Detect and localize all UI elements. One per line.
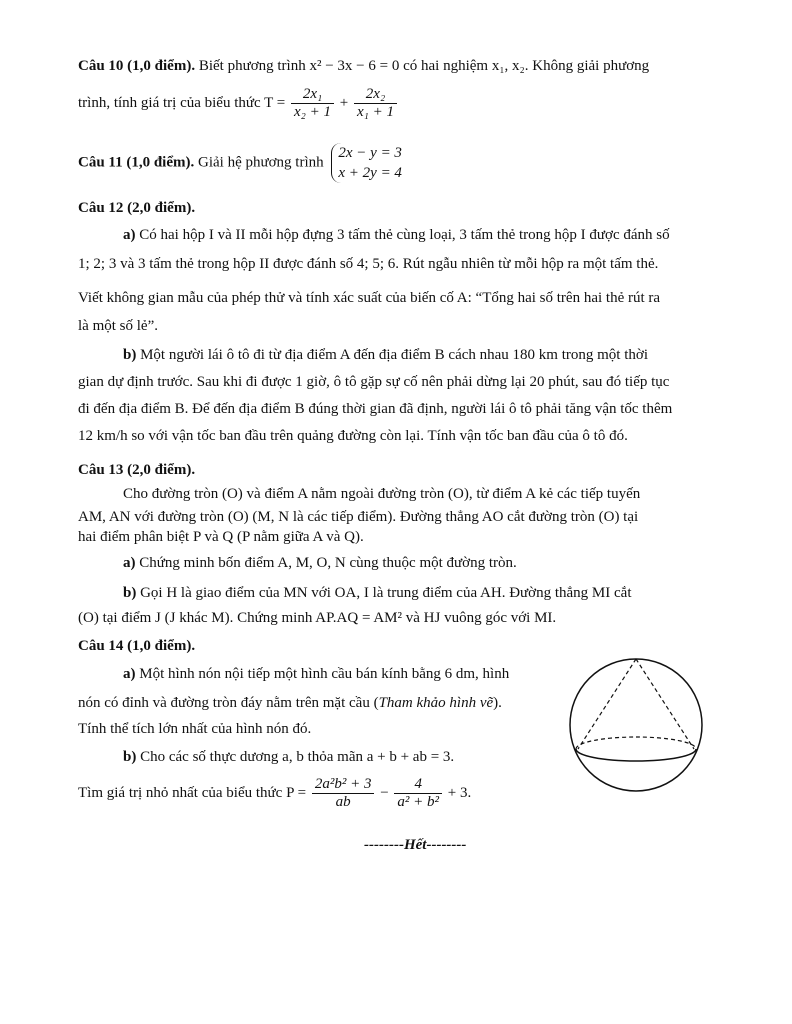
- q12-a-line1: [123, 226, 670, 244]
- q14-b-line2: [78, 776, 471, 811]
- q10-frac2-denominator: x₁ + 1: [356, 104, 394, 120]
- q14-fraction-2: [394, 776, 442, 811]
- q14-a-line2: [78, 694, 502, 712]
- q11-line: [78, 143, 402, 183]
- q14-frac2-numerator: 4: [394, 776, 442, 794]
- cone-base-back: [576, 737, 696, 749]
- q14-frac2-denominator: a² + b²: [397, 794, 440, 810]
- q12-a-label: a): [123, 227, 136, 243]
- q14-b-text2: Tìm giá trị nhỏ nhất của biểu thức P =: [78, 784, 307, 801]
- q14-a-text1: Một hình nón nội tiếp một hình cầu bán kính bằng 6 dm, hình: [139, 666, 510, 682]
- q14-fraction-1: [312, 776, 375, 811]
- cone-slant-right: [636, 659, 694, 749]
- q13-a-line: [123, 554, 517, 572]
- q12-a-line3: Viết không gian mẫu của phép thử và tính xác suất của biến cố A: “Tổng hai số trên hai thẻ rút ra: [78, 290, 661, 306]
- q11-text: Giải hệ phương trình: [198, 154, 324, 171]
- q12-a-text1: Có hai hộp I và II mỗi hộp đựng 3 tấm thẻ cùng loại, 3 tấm thẻ trong hộp I được đánh số: [139, 227, 670, 243]
- q10-plus: +: [339, 94, 349, 111]
- q12-a-line2: 1; 2; 3 và 3 tấm thẻ trong hộp II được đánh số 4; 5; 6. Rút ngẫu nhiên từ mỗi hộp ra một tấm thẻ.: [78, 256, 659, 272]
- q12-a-line4: là một số lẻ”.: [78, 318, 158, 334]
- q14-b-line1: [123, 748, 454, 766]
- q13-b-label: b): [123, 585, 137, 601]
- q11-equation-system: [331, 143, 402, 183]
- q13-b-text1: Gọi H là giao điểm của MN với OA, I là trung điểm của AH. Đường thẳng MI cắt: [140, 585, 632, 601]
- q14-a-label: a): [123, 666, 136, 682]
- q12-b-line1: [123, 346, 648, 364]
- q13-a-label: a): [123, 555, 136, 571]
- q13-title: Câu 13 (2,0 điểm).: [78, 462, 196, 478]
- q14-a-line3: Tính thể tích lớn nhất của hình nón đó.: [78, 721, 312, 737]
- sphere-outline: [570, 659, 702, 791]
- q13-line3: hai điểm phân biệt P và Q (P nằm giữa A và Q).: [78, 529, 364, 545]
- q10-text1: Biết phương trình x² − 3x − 6 = 0 có hai nghiệm x₁, x₂. Không giải phương: [198, 58, 650, 74]
- q14-frac1-denominator: ab: [335, 794, 351, 810]
- q12-b-line2: gian dự định trước. Sau khi đi được 1 giờ, ô tô gặp sự cố nên phải dừng lại 20 phút, sau đó tiếp tục: [78, 374, 670, 390]
- q12-b-text1: Một người lái ô tô đi từ địa điểm A đến địa điểm B cách nhau 180 km trong một thời: [140, 347, 648, 363]
- q11-title: Câu 11 (1,0 điểm).: [78, 154, 195, 171]
- q12-title: Câu 12 (2,0 điểm).: [78, 200, 196, 216]
- q14-a-text2-pre: nón có đỉnh và đường tròn đáy nằm trên mặt cầu (: [78, 695, 379, 711]
- q14-a-text2-post: ).: [493, 695, 502, 711]
- q14-tail: + 3.: [447, 784, 472, 801]
- end-marker: --------Hết--------: [364, 837, 467, 853]
- q12-b-line4: 12 km/h so với vận tốc ban đầu trên quảng đường còn lại. Tính vận tốc ban đầu của ô tô đó.: [78, 428, 628, 444]
- q10-title: Câu 10 (1,0 điểm).: [78, 58, 196, 74]
- q11-eq2: x + 2y = 4: [338, 165, 402, 181]
- q13-line2: AM, AN với đường tròn (O) (M, N là các tiếp điểm). Đường thẳng AO cắt đường tròn (O) tại: [78, 509, 639, 525]
- q10-line1: [78, 57, 649, 75]
- q13-b-line2: (O) tại điểm J (J khác M). Chứng minh AP.AQ = AM² và HJ vuông góc với MI.: [78, 610, 557, 626]
- q14-b-label: b): [123, 749, 137, 765]
- q11-eq1: 2x − y = 3: [338, 145, 402, 161]
- q14-a-text2-italic: Tham khảo hình vẽ: [378, 695, 494, 711]
- q10-fraction-2: [354, 86, 397, 121]
- cone-slant-left: [578, 659, 636, 749]
- q13-b-line1: [123, 584, 631, 602]
- q14-title: Câu 14 (1,0 điểm).: [78, 638, 196, 654]
- q10-frac1-numerator: 2x₁: [291, 86, 334, 104]
- q14-a-line1: [123, 665, 509, 683]
- q10-text2: trình, tính giá trị của biểu thức T =: [78, 94, 286, 111]
- cone-base-front: [576, 749, 696, 761]
- q12-b-line3: đi đến địa điểm B. Để đến địa điểm B đúng thời gian đã định, người lái ô tô phải tăng vận tốc thêm: [78, 401, 673, 417]
- q10-fraction-1: [291, 86, 334, 121]
- q13-line1: Cho đường tròn (O) và điểm A nằm ngoài đường tròn (O), từ điểm A kẻ các tiếp tuyến: [123, 486, 641, 502]
- q12-b-label: b): [123, 347, 137, 363]
- sphere-cone-figure: [566, 655, 706, 795]
- q10-frac2-numerator: 2x₂: [354, 86, 397, 104]
- q10-frac1-denominator: x₂ + 1: [294, 104, 331, 120]
- q14-frac1-numerator: 2a²b² + 3: [312, 776, 375, 794]
- q14-minus: −: [380, 784, 389, 801]
- q13-a-text: Chứng minh bốn điểm A, M, O, N cùng thuộc một đường tròn.: [139, 555, 517, 571]
- q14-b-text1: Cho các số thực dương a, b thỏa mãn a + b + ab = 3.: [140, 749, 455, 765]
- q10-line2: [78, 86, 399, 121]
